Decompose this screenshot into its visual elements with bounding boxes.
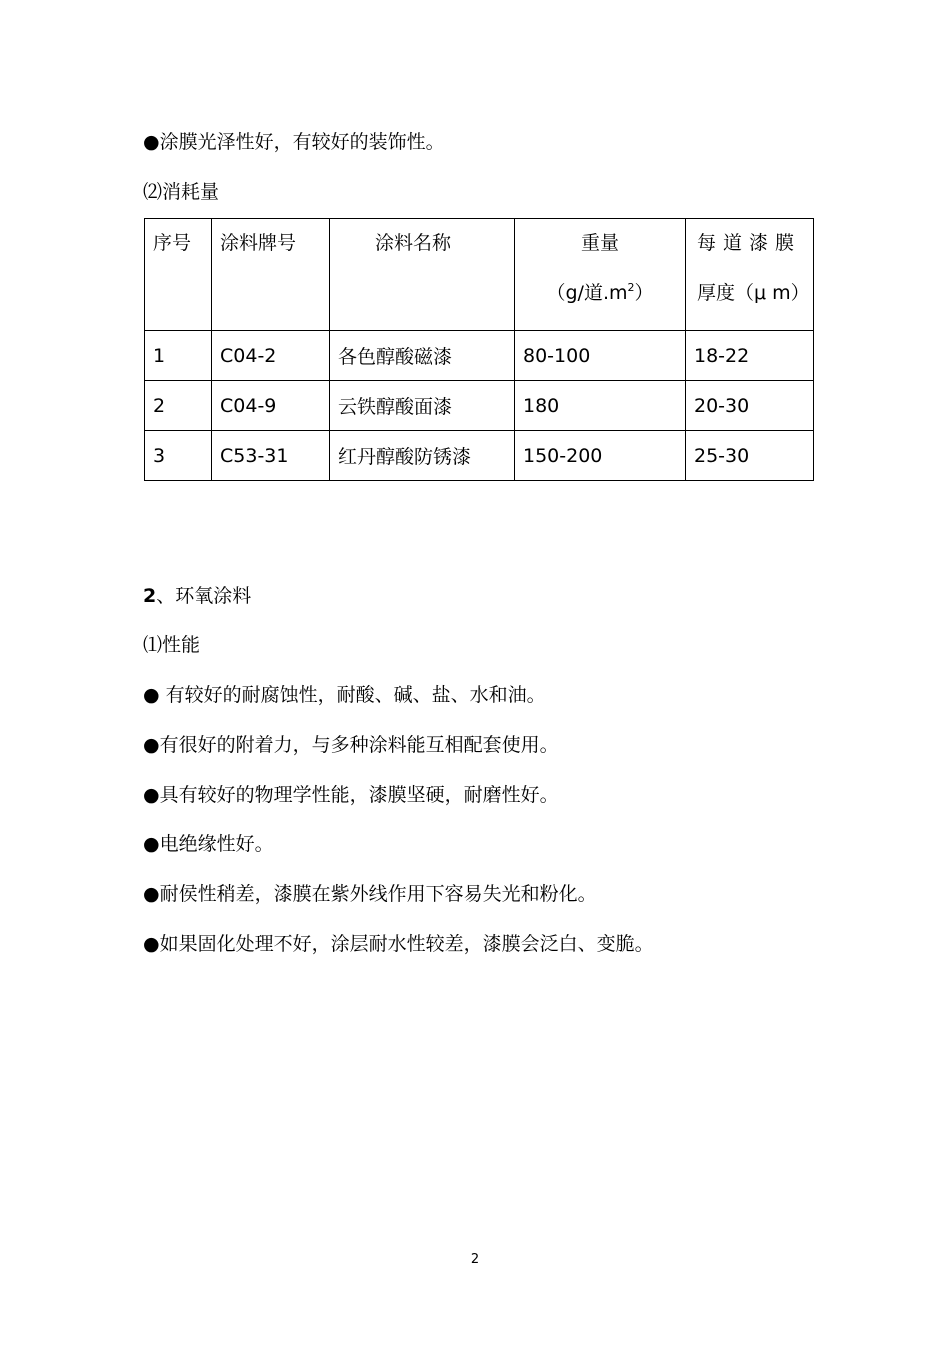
cell-name: 红丹醇酸防锈漆 — [330, 431, 515, 481]
performance-heading: ⑴性能 — [143, 634, 201, 656]
cell-name: 各色醇酸磁漆 — [330, 331, 515, 381]
header-code: 涂料牌号 — [212, 219, 330, 331]
bullet-corrosion: ● 有较好的耐腐蚀性，耐酸、碱、盐、水和油。 — [143, 684, 546, 706]
cell-thickness: 18-22 — [686, 331, 814, 381]
table-row — [145, 381, 814, 431]
cell-serial: 1 — [145, 331, 212, 381]
header-name: 涂料名称 — [330, 219, 515, 331]
header-thickness: 每道漆膜 厚度（μ m） — [686, 219, 814, 331]
cell-thickness: 20-30 — [686, 381, 814, 431]
bullet-insulation: ●电绝缘性好。 — [143, 833, 274, 855]
consumption-heading: ⑵消耗量 — [143, 181, 220, 203]
cell-code: C04-9 — [212, 381, 330, 431]
table-row — [145, 431, 814, 481]
cell-weight: 150-200 — [515, 431, 686, 481]
header-weight-unit: （g/道$.m^2$） — [546, 281, 654, 304]
section-2-heading: 2、环氧涂料 — [143, 585, 252, 607]
cell-serial: 3 — [145, 431, 212, 481]
header-weight: 重量 （g/道$.m^2$） — [515, 219, 686, 331]
cell-code: C04-2 — [212, 331, 330, 381]
header-serial: 序号 — [145, 219, 212, 331]
cell-name: 云铁醇酸面漆 — [330, 381, 515, 431]
bullet-adhesion: ●有很好的附着力，与多种涂料能互相配套使用。 — [143, 734, 559, 756]
table-row — [145, 331, 814, 381]
cell-serial: 2 — [145, 381, 212, 431]
bullet-gloss: ●涂膜光泽性好，有较好的装饰性。 — [143, 131, 445, 153]
page-number: 2 — [470, 1252, 480, 1267]
cell-thickness: 25-30 — [686, 431, 814, 481]
bullet-weathering: ●耐侯性稍差，漆膜在紫外线作用下容易失光和粉化。 — [143, 883, 597, 905]
cell-weight: 80-100 — [515, 331, 686, 381]
cell-weight: 180 — [515, 381, 686, 431]
bullet-curing: ●如果固化处理不好，涂层耐水性较差，漆膜会泛白、变脆。 — [143, 933, 654, 955]
cell-code: C53-31 — [212, 431, 330, 481]
table-header-row — [145, 219, 814, 331]
bullet-physical: ●具有较好的物理学性能，漆膜坚硬，耐磨性好。 — [143, 784, 559, 806]
consumption-table — [144, 218, 814, 481]
